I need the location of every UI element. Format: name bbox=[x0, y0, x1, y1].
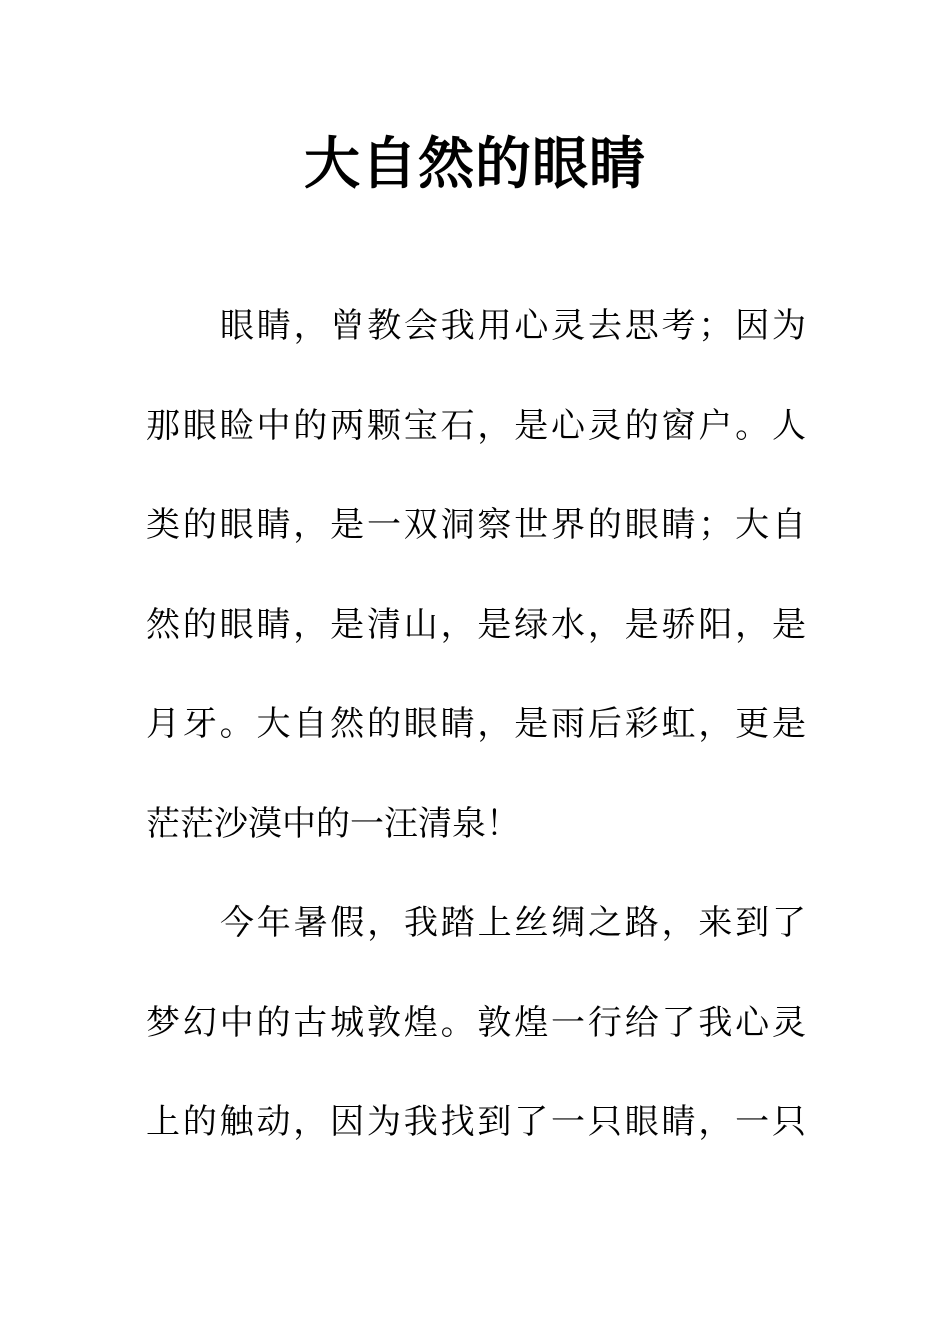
paragraph-1-line-1: 眼睛，曾教会我用心灵去思考；因为 bbox=[220, 306, 806, 346]
paragraph-2-line-2: 梦幻中的古城敦煌。敦煌一行给了我心灵 bbox=[146, 1003, 806, 1043]
paragraph-1-line-6: 茫茫沙漠中的一汪清泉！ bbox=[146, 804, 520, 844]
paragraph-1-line-2: 那眼睑中的两颗宝石，是心灵的窗户。人 bbox=[146, 406, 806, 446]
document-title: 大自然的眼睛 bbox=[304, 132, 646, 197]
paragraph-1-line-3: 类的眼睛，是一双洞察世界的眼睛；大自 bbox=[146, 505, 806, 545]
paragraph-1-line-5: 月牙。大自然的眼睛，是雨后彩虹，更是 bbox=[146, 704, 806, 744]
paragraph-1-line-4: 然的眼睛，是清山，是绿水，是骄阳，是 bbox=[146, 605, 806, 645]
paragraph-2-line-1: 今年暑假，我踏上丝绸之路，来到了 bbox=[220, 903, 806, 943]
paragraph-2-line-3: 上的触动，因为我找到了一只眼睛，一只 bbox=[146, 1102, 806, 1142]
